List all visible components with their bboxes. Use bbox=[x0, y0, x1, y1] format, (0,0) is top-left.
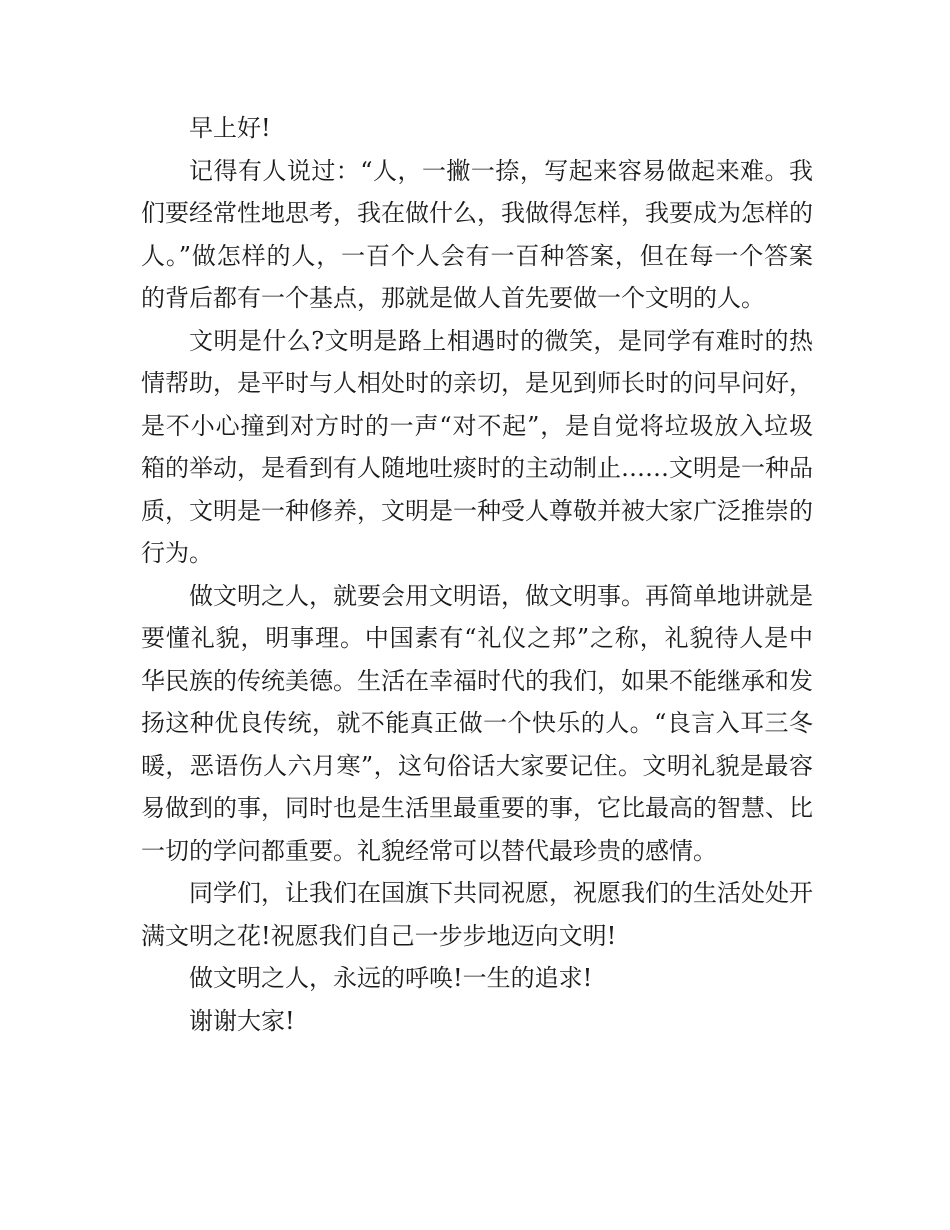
speech-body bbox=[141, 107, 813, 1042]
body-paragraph: 记得有人说过：“人，一撇一捺，写起来容易做起来难。我们要经常性地思考，我在做什么，我做得怎样，我要成为怎样的人。”做怎样的人，一百个人会有一百种答案，但在每一个答案的背后都有一个基点，那就是做人首先要做一个文明的人。 bbox=[141, 156, 813, 312]
body-paragraph: 做文明之人，就要会用文明语，做文明事。再简单地讲就是要懂礼貌，明事理。中国素有“礼仪之邦”之称，礼貌待人是中华民族的传统美德。生活在幸福时代的我们，如果不能继承和发扬这种优良传统，就不能真正做一个快乐的人。“良言入耳三冬暖，恶语伤人六月寒”，这句俗话大家要记住。文明礼貌是最容易做到的事，同时也是生活里最重要的事，它比最高的智慧、比一切的学问都重要。礼貌经常可以替代最珍贵的感情。 bbox=[141, 581, 813, 865]
body-paragraph: 做文明之人，永远的呼唤!一生的追求! bbox=[189, 964, 593, 992]
body-paragraph: 同学们，让我们在国旗下共同祝愿，祝愿我们的生活处处开满文明之花!祝愿我们自己一步步地迈向文明! bbox=[141, 879, 813, 950]
greeting-paragraph: 早上好! bbox=[189, 114, 271, 142]
closing-paragraph: 谢谢大家! bbox=[189, 1006, 295, 1035]
body-paragraph: 文明是什么?文明是路上相遇时的微笑，是同学有难时的热情帮助，是平时与人相处时的亲切，是见到师长时的问早问好，是不小心撞到对方时的一声“对不起”，是自觉将垃圾放入垃圾箱的举动，是看到有人随地吐痰时的主动制止……文明是一种品质，文明是一种修养，文明是一种受人尊敬并被大家广泛推崇的行为。 bbox=[141, 326, 813, 567]
